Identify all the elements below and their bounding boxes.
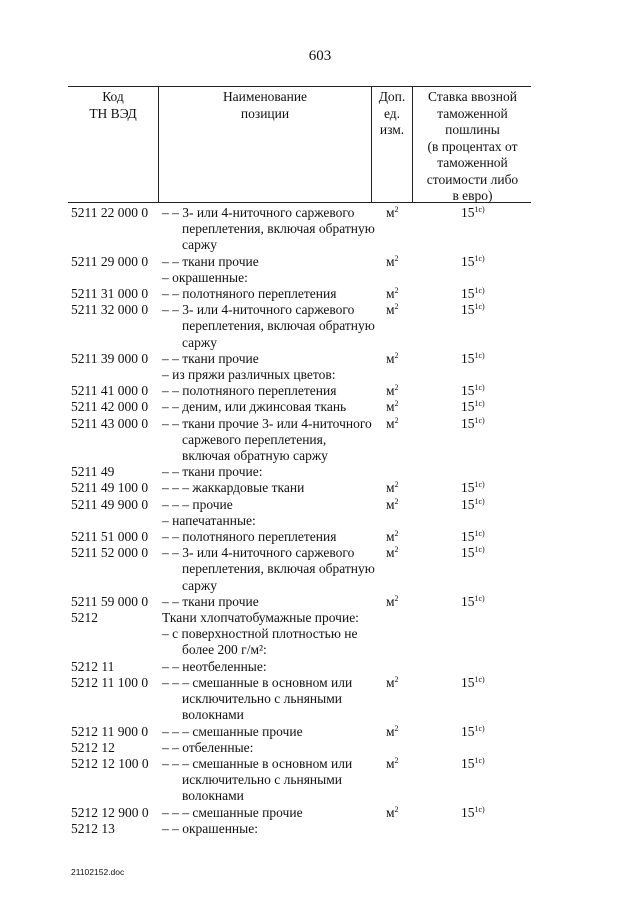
table-row — [0, 594, 640, 610]
position-name — [162, 675, 378, 724]
tnved-code: 5212 12 900 0 — [71, 804, 149, 820]
duty-rate-footnote: 1c) — [474, 593, 485, 603]
table-row — [0, 399, 640, 415]
unit-cell — [386, 302, 399, 318]
unit-cell — [386, 399, 399, 415]
unit-cell — [386, 383, 399, 399]
unit-value: м — [386, 674, 395, 690]
position-name-line: – – – смешанные в основном или — [162, 674, 353, 690]
unit-cell — [386, 545, 399, 561]
table-row — [0, 205, 640, 254]
duty-rate-value: 15 — [461, 496, 475, 512]
position-name-line: исключительно с льняными — [182, 691, 342, 707]
header-rate-line: стоимости либо — [426, 171, 519, 187]
unit-exponent: 2 — [394, 253, 399, 263]
unit-cell — [386, 205, 399, 221]
unit-value: м — [386, 545, 395, 561]
duty-rate-cell — [461, 351, 485, 367]
unit-cell — [386, 594, 399, 610]
duty-rate-value: 15 — [461, 755, 475, 771]
unit-exponent: 2 — [394, 529, 399, 539]
position-name-line: переплетения, включая обратную — [182, 561, 375, 577]
unit-cell — [386, 351, 399, 367]
header-rate-line: пошлины — [445, 122, 500, 137]
footer-filename: 21102152.doc — [71, 867, 125, 877]
tariff-table-body — [0, 205, 640, 837]
duty-rate-cell — [461, 286, 485, 302]
position-name-line: – – полотняного переплетения — [162, 529, 337, 545]
position-name — [162, 740, 378, 756]
position-name — [162, 529, 378, 545]
table-row — [0, 529, 640, 545]
unit-cell — [386, 497, 399, 513]
duty-rate-footnote: 1c) — [474, 674, 485, 684]
tnved-code: 5212 13 — [71, 820, 115, 836]
duty-rate-value: 15 — [461, 593, 475, 609]
duty-rate-cell — [461, 383, 485, 399]
table-row — [0, 675, 640, 724]
position-name-line: переплетения, включая обратную — [182, 221, 375, 237]
duty-rate-footnote: 1c) — [474, 545, 485, 555]
tnved-code: 5212 11 100 0 — [71, 674, 149, 690]
tnved-code: 5212 12 100 0 — [71, 755, 149, 771]
position-name-line: – – ткани прочие: — [162, 464, 263, 480]
unit-cell — [386, 724, 399, 740]
duty-rate-footnote: 1c) — [474, 253, 485, 263]
duty-rate-footnote: 1c) — [474, 755, 485, 765]
duty-rate-value: 15 — [461, 350, 475, 366]
position-name — [162, 513, 378, 529]
table-row — [0, 545, 640, 594]
header-rate-line: Ставка ввозной — [428, 89, 517, 104]
unit-exponent: 2 — [394, 480, 399, 490]
unit-value: м — [386, 529, 395, 545]
table-row — [0, 302, 640, 351]
position-name — [162, 383, 378, 399]
header-name-line: Наименование — [222, 89, 308, 104]
position-name-line: волокнами — [182, 707, 244, 723]
unit-exponent: 2 — [394, 286, 399, 296]
position-name-line: включая обратную саржу — [182, 448, 328, 464]
duty-rate-value: 15 — [461, 723, 475, 739]
position-name-line: – – – жаккардовые ткани — [162, 480, 305, 496]
tnved-code: 5211 42 000 0 — [71, 399, 149, 415]
tnved-code: 5211 22 000 0 — [71, 205, 149, 220]
header-name-line: позиции — [240, 105, 290, 121]
table-row — [0, 724, 640, 740]
position-name — [162, 464, 378, 480]
unit-exponent: 2 — [394, 755, 399, 765]
duty-rate-cell — [461, 254, 485, 270]
unit-value: м — [386, 723, 395, 739]
duty-rate-footnote: 1c) — [474, 480, 485, 490]
position-name — [162, 756, 378, 805]
duty-rate-footnote: 1c) — [474, 529, 485, 539]
duty-rate-footnote: 1c) — [474, 286, 485, 296]
unit-exponent: 2 — [394, 674, 399, 684]
position-name-line: – – – смешанные в основном или — [162, 755, 353, 771]
unit-value: м — [386, 593, 395, 609]
duty-rate-footnote: 1c) — [474, 350, 485, 360]
duty-rate-cell — [461, 594, 485, 610]
position-name-line: Ткани хлопчатобумажные прочие: — [162, 610, 359, 626]
position-name-line: – – ткани прочие — [162, 253, 259, 269]
position-name — [162, 416, 378, 465]
header-unit — [373, 89, 411, 139]
tnved-code: 5211 31 000 0 — [71, 286, 149, 302]
position-name — [162, 286, 378, 302]
tnved-code: 5211 29 000 0 — [71, 253, 149, 269]
duty-rate-footnote: 1c) — [474, 415, 485, 425]
table-row — [0, 286, 640, 302]
table-row — [0, 756, 640, 805]
header-name — [160, 89, 370, 122]
position-name-line: – – отбеленные: — [162, 739, 254, 755]
duty-rate-value: 15 — [461, 205, 475, 220]
duty-rate-value: 15 — [461, 399, 475, 415]
position-name — [162, 254, 378, 270]
header-rate-line: в евро) — [452, 188, 493, 203]
tnved-code: 5211 43 000 0 — [71, 415, 149, 431]
table-top-rule — [68, 86, 531, 87]
unit-exponent: 2 — [394, 545, 399, 555]
position-name-line: – напечатанные: — [162, 512, 256, 528]
position-name — [162, 399, 378, 415]
duty-rate-cell — [461, 416, 485, 432]
unit-exponent: 2 — [394, 399, 399, 409]
duty-rate-cell — [461, 302, 485, 318]
duty-rate-cell — [461, 529, 485, 545]
unit-value: м — [386, 383, 395, 399]
tnved-code: 5212 11 — [71, 658, 115, 674]
position-name-line: саржевого переплетения, — [182, 431, 327, 447]
unit-value: м — [386, 496, 395, 512]
tnved-code: 5211 32 000 0 — [71, 302, 149, 318]
unit-exponent: 2 — [394, 350, 399, 360]
unit-cell — [386, 529, 399, 545]
duty-rate-cell — [461, 545, 485, 561]
table-row — [0, 383, 640, 399]
column-divider — [371, 86, 372, 202]
duty-rate-value: 15 — [461, 529, 475, 545]
unit-exponent: 2 — [394, 415, 399, 425]
tnved-code: 5211 49 100 0 — [71, 480, 149, 496]
position-name-line: – – деним, или джинсовая ткань — [162, 399, 347, 415]
position-name-line: – – полотняного переплетения — [162, 383, 337, 399]
unit-cell — [386, 254, 399, 270]
header-unit-line: Доп. — [378, 89, 406, 104]
table-row — [0, 740, 640, 756]
position-name — [162, 594, 378, 610]
unit-value: м — [386, 205, 395, 220]
tnved-code: 5211 59 000 0 — [71, 593, 149, 609]
position-name-line: – – – смешанные прочие — [162, 804, 303, 820]
header-unit-line: изм. — [379, 122, 405, 137]
position-name-line: – – 3- или 4-ниточного саржевого — [162, 205, 355, 220]
position-name — [162, 270, 378, 286]
table-row — [0, 351, 640, 367]
position-name-line: – с поверхностной плотностью не — [162, 626, 358, 642]
header-rate — [414, 89, 531, 205]
unit-value: м — [386, 302, 395, 318]
duty-rate-value: 15 — [461, 253, 475, 269]
position-name-line: – – полотняного переплетения — [162, 286, 337, 302]
position-name-line: – – ткани прочие 3- или 4-ниточного — [162, 415, 372, 431]
unit-cell — [386, 480, 399, 496]
duty-rate-footnote: 1c) — [474, 302, 485, 312]
duty-rate-footnote: 1c) — [474, 383, 485, 393]
position-name-line: – из пряжи различных цветов: — [162, 367, 336, 383]
unit-value: м — [386, 350, 395, 366]
duty-rate-footnote: 1c) — [474, 804, 485, 814]
table-row — [0, 367, 640, 383]
duty-rate-cell — [461, 205, 485, 221]
position-name-line: саржу — [182, 334, 217, 350]
position-name — [162, 659, 378, 675]
position-name-line: более 200 г/м²: — [182, 642, 267, 658]
unit-exponent: 2 — [394, 205, 399, 214]
tnved-code: 5212 12 — [71, 739, 115, 755]
position-name — [162, 497, 378, 513]
table-row — [0, 805, 640, 821]
unit-exponent: 2 — [394, 302, 399, 312]
position-name-line: волокнами — [182, 788, 244, 804]
duty-rate-cell — [461, 399, 485, 415]
unit-value: м — [386, 253, 395, 269]
tnved-code: 5211 52 000 0 — [71, 545, 149, 561]
unit-exponent: 2 — [394, 383, 399, 393]
tnved-code: 5212 11 900 0 — [71, 723, 149, 739]
position-name-line: – – 3- или 4-ниточного саржевого — [162, 302, 355, 318]
tnved-code: 5211 39 000 0 — [71, 350, 149, 366]
duty-rate-value: 15 — [461, 415, 475, 431]
position-name — [162, 302, 378, 351]
position-name-line: – – ткани прочие — [162, 350, 259, 366]
column-divider — [158, 86, 159, 202]
header-rate-line: таможенной — [437, 155, 508, 170]
duty-rate-footnote: 1c) — [474, 496, 485, 506]
table-row — [0, 497, 640, 513]
duty-rate-value: 15 — [461, 302, 475, 318]
table-row — [0, 626, 640, 658]
position-name — [162, 610, 378, 626]
table-row — [0, 821, 640, 837]
position-name — [162, 805, 378, 821]
duty-rate-cell — [461, 497, 485, 513]
table-row — [0, 610, 640, 626]
tnved-code: 5211 41 000 0 — [71, 383, 149, 399]
position-name — [162, 626, 378, 658]
position-name — [162, 480, 378, 496]
position-name — [162, 367, 378, 383]
duty-rate-cell — [461, 805, 485, 821]
table-row — [0, 480, 640, 496]
column-divider — [412, 86, 413, 202]
unit-value: м — [386, 804, 395, 820]
header-code-line: ТН ВЭД — [89, 105, 137, 121]
tnved-code: 5211 49 900 0 — [71, 496, 149, 512]
duty-rate-value: 15 — [461, 674, 475, 690]
position-name — [162, 351, 378, 367]
unit-value: м — [386, 480, 395, 496]
duty-rate-footnote: 1c) — [474, 723, 485, 733]
table-row — [0, 464, 640, 480]
table-row — [0, 254, 640, 270]
position-name-line: – – ткани прочие — [162, 593, 259, 609]
table-row — [0, 659, 640, 675]
table-row — [0, 416, 640, 465]
position-name-line: – – 3- или 4-ниточного саржевого — [162, 545, 355, 561]
unit-exponent: 2 — [394, 804, 399, 814]
duty-rate-cell — [461, 756, 485, 772]
table-row — [0, 513, 640, 529]
position-name-line: – – окрашенные: — [162, 820, 258, 836]
position-name-line: саржу — [182, 237, 217, 253]
table-row — [0, 270, 640, 286]
unit-cell — [386, 675, 399, 691]
header-code-line: Код — [102, 89, 124, 104]
tnved-code: 5212 — [71, 610, 98, 626]
unit-cell — [386, 805, 399, 821]
header-rate-line: (в процентах от — [427, 138, 518, 154]
position-name-line: переплетения, включая обратную — [182, 318, 375, 334]
position-name-line: – – – смешанные прочие — [162, 723, 303, 739]
unit-exponent: 2 — [394, 496, 399, 506]
duty-rate-value: 15 — [461, 480, 475, 496]
unit-value: м — [386, 755, 395, 771]
tnved-code: 5211 49 — [71, 464, 115, 480]
position-name — [162, 821, 378, 837]
unit-exponent: 2 — [394, 723, 399, 733]
unit-cell — [386, 286, 399, 302]
position-name-line: саржу — [182, 577, 217, 593]
unit-value: м — [386, 399, 395, 415]
duty-rate-cell — [461, 675, 485, 691]
duty-rate-footnote: 1c) — [474, 399, 485, 409]
duty-rate-value: 15 — [461, 286, 475, 302]
duty-rate-value: 15 — [461, 383, 475, 399]
header-code — [68, 89, 158, 122]
unit-cell — [386, 756, 399, 772]
position-name — [162, 545, 378, 594]
position-name-line: – – неотбеленные: — [162, 658, 267, 674]
position-name — [162, 205, 378, 254]
duty-rate-cell — [461, 480, 485, 496]
position-name-line: – – – прочие — [162, 496, 233, 512]
position-name-line: – окрашенные: — [162, 269, 248, 285]
page-number: 603 — [308, 48, 332, 64]
unit-exponent: 2 — [394, 593, 399, 603]
duty-rate-value: 15 — [461, 804, 475, 820]
header-unit-line: ед. — [383, 105, 401, 121]
unit-cell — [386, 416, 399, 432]
position-name-line: исключительно с льняными — [182, 772, 342, 788]
duty-rate-footnote: 1c) — [474, 205, 485, 214]
unit-value: м — [386, 286, 395, 302]
position-name — [162, 724, 378, 740]
duty-rate-value: 15 — [461, 545, 475, 561]
unit-value: м — [386, 415, 395, 431]
header-rate-line: таможенной — [437, 105, 508, 121]
duty-rate-cell — [461, 724, 485, 740]
tnved-code: 5211 51 000 0 — [71, 529, 149, 545]
